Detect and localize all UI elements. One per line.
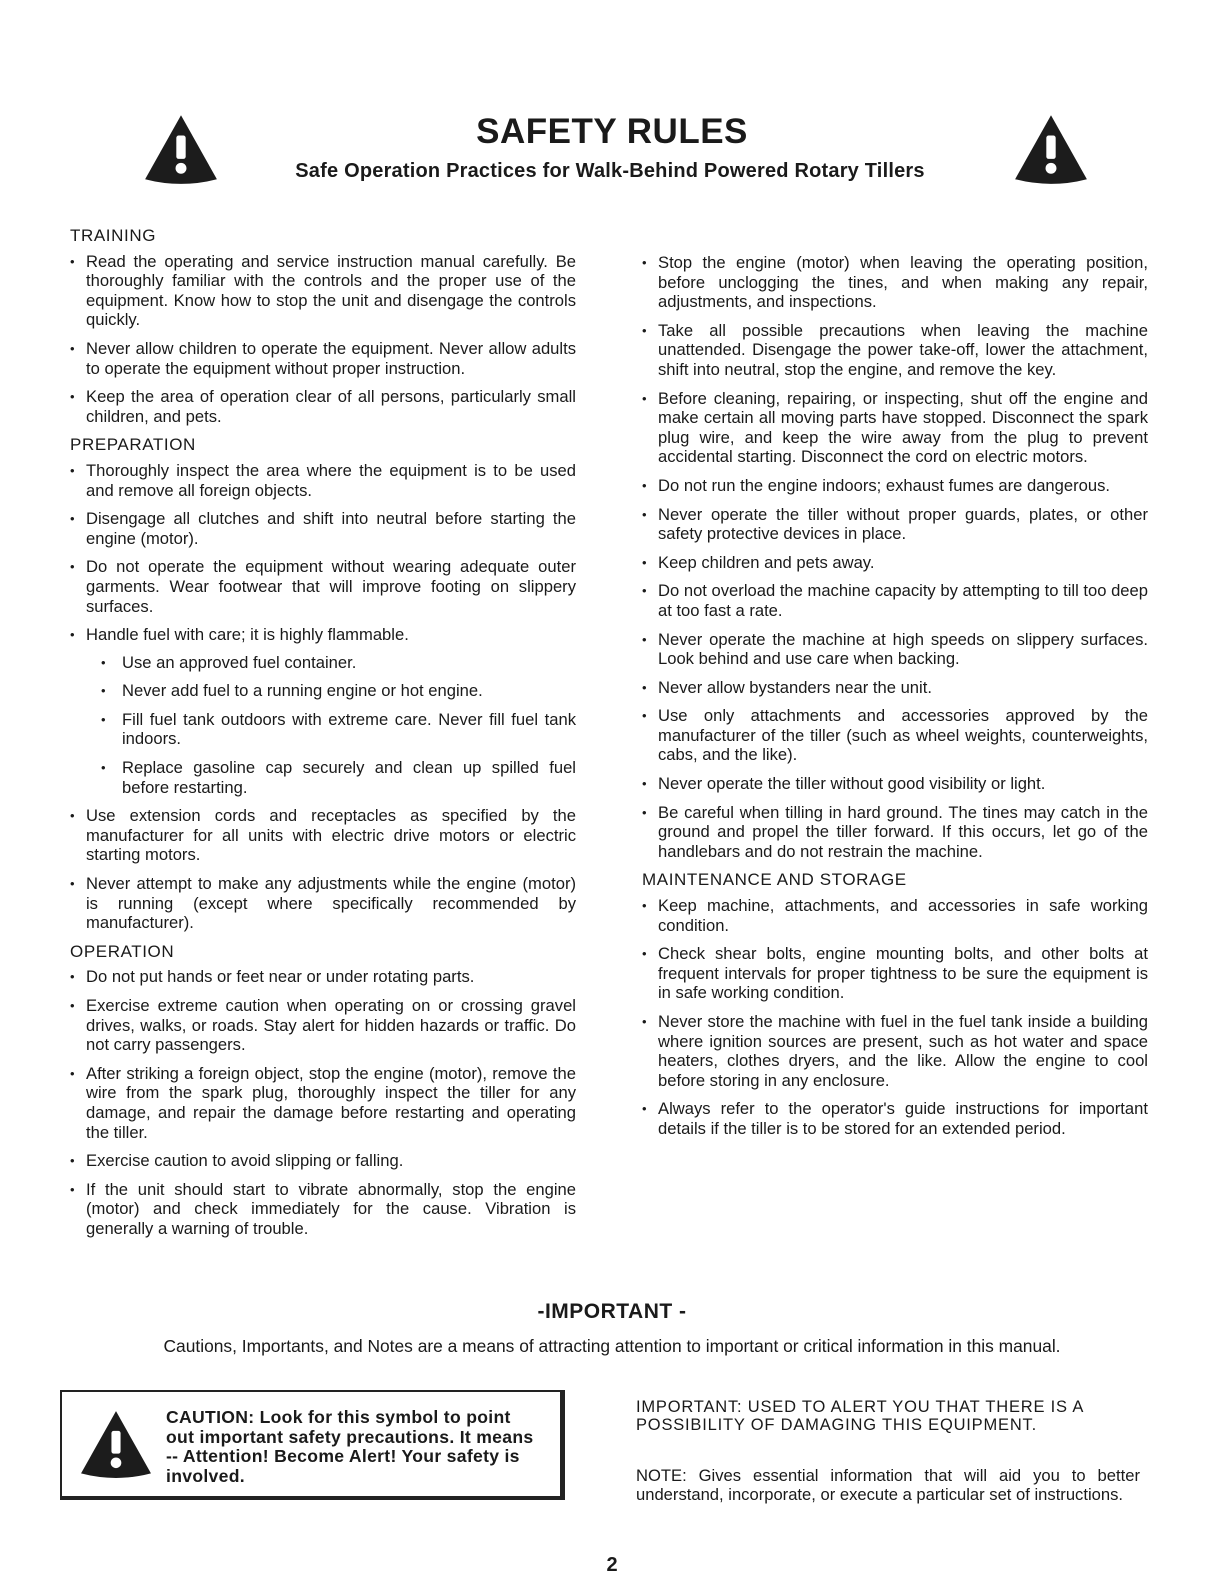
- list-item: • Keep children and pets away.: [640, 553, 1148, 573]
- sub-list-item: • Replace gasoline cap securely and clean up spilled fuel before restarting.: [86, 758, 576, 797]
- important-note: IMPORTANT: USED TO ALERT YOU THAT THERE IS A POSSIBILITY OF DAMAGING THIS EQUIPMENT.: [636, 1398, 1084, 1434]
- right-column: [640, 253, 1148, 1148]
- page-title: SAFETY RULES: [476, 112, 748, 151]
- list-item: • Use only attachments and accessories approved by the manufacturer of the tiller (such as wheel weights, counterweights, cabs, and the like).: [640, 706, 1148, 765]
- fuel-sublist: [86, 653, 576, 798]
- sub-list-item: • Never add fuel to a running engine or hot engine.: [86, 681, 576, 701]
- list-item: • Use extension cords and receptacles as specified by the manufacturer for all units with electric drive motors or electric starting motors.: [68, 806, 576, 865]
- left-column: [68, 222, 576, 1248]
- important-description: Cautions, Importants, and Notes are a means of attracting attention to important or critical information in this manual.: [163, 1336, 1061, 1356]
- section-heading-maintenance: MAINTENANCE AND STORAGE: [642, 870, 907, 890]
- list-item: • Take all possible precautions when leaving the machine unattended. Disengage the power take-off, lower the attachment, shift into neutral, stop the engine, and remove the key.: [640, 321, 1148, 380]
- caution-box: [60, 1390, 565, 1500]
- list-item-text: Handle fuel with care; it is highly flammable.: [86, 625, 409, 645]
- list-item: • Never allow bystanders near the unit.: [640, 678, 1148, 698]
- list-item: • Never operate the machine at high speeds on slippery surfaces. Look behind and use care when backing.: [640, 630, 1148, 669]
- warning-triangle-icon: [78, 1408, 154, 1478]
- list-item: • Do not run the engine indoors; exhaust fumes are dangerous.: [640, 476, 1148, 496]
- list-item: • Before cleaning, repairing, or inspecting, shut off the engine and make certain all moving parts have stopped. Disconnect the spark plug wire, and keep the wire away from the plug to prevent accidental starting. Disconnect the cord on electric motors.: [640, 389, 1148, 467]
- list-item-fuel: [68, 625, 576, 797]
- list-item: • Never operate the tiller without proper guards, plates, or other safety protective devices in place.: [640, 505, 1148, 544]
- page-number: 2: [606, 1554, 618, 1576]
- list-item: • Keep machine, attachments, and accessories in safe working condition.: [640, 896, 1148, 935]
- list-item: • Never operate the tiller without good visibility or light.: [640, 774, 1148, 794]
- list-item: • Do not operate the equipment without wearing adequate outer garments. Wear footwear that will improve footing on slippery surfaces.: [68, 557, 576, 616]
- list-item: • Exercise caution to avoid slipping or falling.: [68, 1151, 576, 1171]
- list-item: • Disengage all clutches and shift into neutral before starting the engine (motor).: [68, 509, 576, 548]
- list-item: • If the unit should start to vibrate abnormally, stop the engine (motor) and check immediately for the cause. Vibration is generally a warning of trouble.: [68, 1180, 576, 1239]
- note-text: NOTE: Gives essential information that will aid you to better understand, incorporate, or execute a particular set of instructions.: [636, 1466, 1140, 1504]
- caution-text: CAUTION: Look for this symbol to point out important safety precautions. It means -- Attention! Become Alert! Your safety is involved.: [166, 1407, 534, 1486]
- list-item: • Never allow children to operate the equipment. Never allow adults to operate the equipment without proper instruction.: [68, 339, 576, 378]
- important-heading: -IMPORTANT -: [537, 1300, 687, 1323]
- list-item: • Always refer to the operator's guide instructions for important details if the tiller is to be stored for an extended period.: [640, 1099, 1148, 1138]
- list-item: • Be careful when tilling in hard ground. The tines may catch in the ground and propel the tiller forward. If this occurs, let go of the handlebars and do not restrain the machine.: [640, 803, 1148, 862]
- list-item: • Do not overload the machine capacity by attempting to till too deep at too fast a rate.: [640, 581, 1148, 620]
- list-item: • Stop the engine (motor) when leaving the operating position, before unclogging the tines, and when making any repair, adjustments, and inspections.: [640, 253, 1148, 312]
- list-item: • Thoroughly inspect the area where the equipment is to be used and remove all foreign objects.: [68, 461, 576, 500]
- list-item: • Do not put hands or feet near or under rotating parts.: [68, 967, 576, 987]
- sub-list-item: • Fill fuel tank outdoors with extreme care. Never fill fuel tank indoors.: [86, 710, 576, 749]
- page-subtitle: Safe Operation Practices for Walk-Behind Powered Rotary Tillers: [295, 160, 925, 182]
- maintenance-list: [640, 896, 1148, 1139]
- list-item: • Check shear bolts, engine mounting bolts, and other bolts at frequent intervals for proper tightness to be sure the equipment is in safe working condition.: [640, 944, 1148, 1003]
- section-heading-preparation: PREPARATION: [70, 435, 196, 455]
- list-item: • Read the operating and service instruction manual carefully. Be thoroughly familiar with the controls and the proper use of the equipment. Know how to stop the unit and disengage the controls quickly.: [68, 252, 576, 330]
- list-item: • Never attempt to make any adjustments while the engine (motor) is running (except where specifically recommended by manufacturer).: [68, 874, 576, 933]
- operation-list-continued: [640, 253, 1148, 861]
- list-item: • Never store the machine with fuel in the fuel tank inside a building where ignition sources are present, such as hot water and space heaters, clothes dryers, and the like. Allow the engine to cool before storing in any enclosure.: [640, 1012, 1148, 1090]
- section-heading-operation: OPERATION: [70, 941, 175, 961]
- training-list: [68, 252, 576, 427]
- list-item: • Keep the area of operation clear of all persons, particularly small children, and pets.: [68, 387, 576, 426]
- list-item: • After striking a foreign object, stop the engine (motor), remove the wire from the spark plug, thoroughly inspect the tiller for any damage, and repair the damage before restarting and operating the tiller.: [68, 1064, 576, 1142]
- operation-list: [68, 967, 576, 1238]
- list-item: • Exercise extreme caution when operating on or crossing gravel drives, walks, or roads. Stay alert for hidden hazards or traffic. Do not carry passengers.: [68, 996, 576, 1055]
- preparation-list: [68, 461, 576, 933]
- section-heading-training: TRAINING: [70, 226, 157, 245]
- sub-list-item: • Use an approved fuel container.: [86, 653, 576, 673]
